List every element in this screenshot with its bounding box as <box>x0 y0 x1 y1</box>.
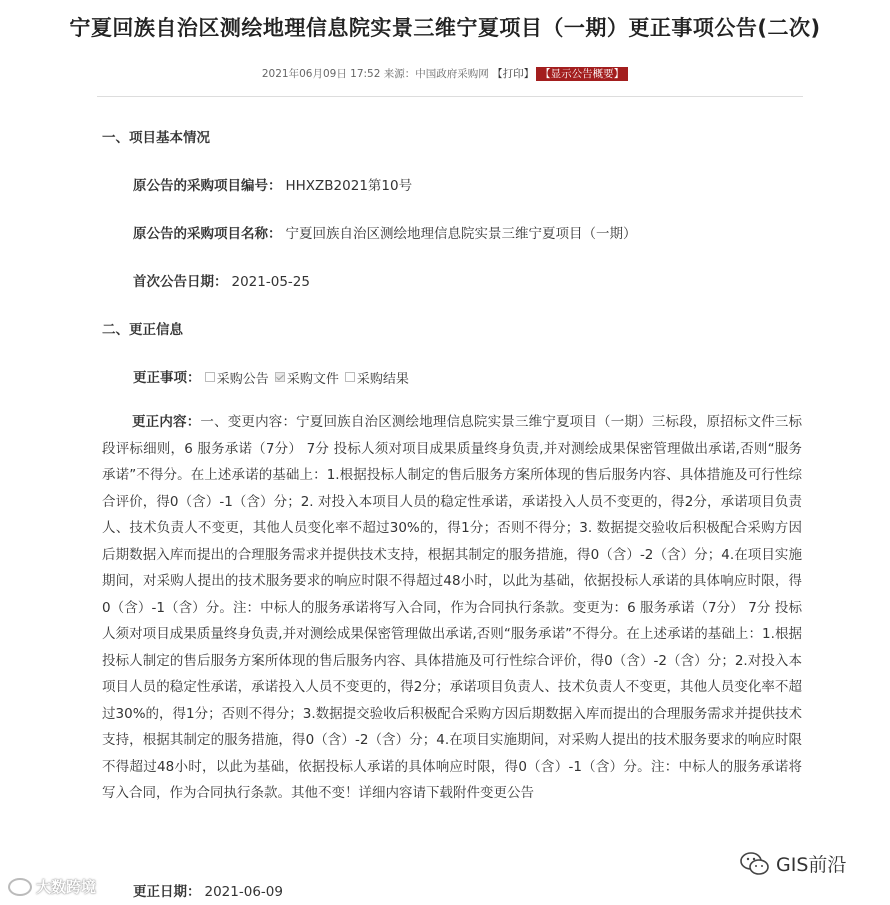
watermark-logo-icon <box>8 878 32 896</box>
section-heading-correction-info: 二、更正信息 <box>102 322 183 338</box>
wechat-icon <box>740 851 770 877</box>
first-date-value: 2021-05-25 <box>231 274 310 290</box>
project-name-field <box>133 222 637 242</box>
checkbox-icon <box>345 372 355 382</box>
source-name: 中国政府采购网 <box>415 68 489 80</box>
correction-content-label: 更正内容： <box>132 414 201 430</box>
correction-date-field <box>133 880 283 900</box>
watermark-right: GIS前沿 <box>740 850 846 877</box>
section-heading-basic-info: 一、项目基本情况 <box>102 130 210 146</box>
source-label: 来源： <box>383 68 416 80</box>
publish-datetime: 2021年06月09日 17:52 <box>261 68 381 80</box>
option-procurement-result: 采购结果 <box>345 368 409 387</box>
print-link[interactable]: 【打印】 <box>492 68 535 80</box>
show-summary-button[interactable]: 【显示公告概要】 <box>536 67 628 81</box>
correction-content <box>102 409 802 807</box>
correction-items-field <box>133 366 415 387</box>
article-meta <box>0 66 890 81</box>
first-date-field <box>133 270 310 290</box>
project-number-field <box>133 174 412 194</box>
project-number-value: HHXZB2021第10号 <box>285 178 413 194</box>
correction-date-value: 2021-06-09 <box>204 884 283 900</box>
header-divider <box>97 96 803 97</box>
project-number-label: 原公告的采购项目编号： <box>133 178 282 194</box>
project-name-label: 原公告的采购项目名称： <box>133 226 282 242</box>
correction-content-text: 一、变更内容：宁夏回族自治区测绘地理信息院实景三维宁夏项目（一期）三标段，原招标文件三标段评标细则，6 服务承诺（7分） 7分 投标人须对项目成果质量终身负责,并对测绘成果保密管理做出承诺,否则“服务承诺”不得分。在上述承诺的基础上：1.根据投标人制定的售后服务方案所体现的售后服务内容、具体措施及可行性综合评价，得0（含）-1（含）分；2. 对投入本项目人员的稳定性承诺，承诺投入人员不变更的，得2分，承诺项目负责人、技术负责人不变更，其他人员变化率不超过30%的，得1分；否则不得分；3. 数据提交验收后积极配合采购方因后期数据入库而提出的合理服务需求并提供技术支持，根据其制定的服务措施，得0（含）-2（含）分；4.在项目实施期间，对采购人提出的技术服务要求的响应时限不得超过48小时，以此为基础，依据投标人承诺的具体响应时限，得0（含）-1（含）分。注：中标人的服务承诺将写入合同，作为合同执行条款。变更为：6 服务承诺（7分） 7分 投标人须对项目成果质量终身负责,并对测绘成果保密管理做出承诺,否则“服务承诺”不得分。在上述承诺的基础上：1.根据投标人制定的售后服务方案所体现的售后服务内容、具体措施及可行性综合评价，得0（含）-2（含）分；2.对投入本项目人员的稳定性承诺，承诺投入人员不变更的，得2分；承诺项目负责人、技术负责人不变更，其他人员变化率不超过30%的，得1分；否则不得分；3.数据提交验收后积极配合采购方因后期数据入库而提出的合理服务需求并提供技术支持，根据其制定的服务措施，得0（含）-2（含）分；4.在项目实施期间，对采购人提出的技术服务要求的响应时限不得超过48小时，以此为基础，依据投标人承诺的具体响应时限，得0（含）-1（含）分。注：中标人的服务承诺将写入合同，作为合同执行条款。其他不变！详细内容请下载附件变更公告 <box>102 414 803 801</box>
checkbox-icon <box>205 372 215 382</box>
option-procurement-docs: 采购文件 <box>275 368 339 387</box>
first-date-label: 首次公告日期： <box>133 274 228 290</box>
page-title: 宁夏回族自治区测绘地理信息院实景三维宁夏项目（一期）更正事项公告(二次) <box>69 16 821 40</box>
correction-date-label: 更正日期： <box>133 884 201 900</box>
project-name-value: 宁夏回族自治区测绘地理信息院实景三维宁夏项目（一期） <box>285 226 637 242</box>
checkbox-checked-icon <box>275 372 285 382</box>
watermark-left: 大数跨境 <box>8 876 96 897</box>
option-procurement-notice: 采购公告 <box>205 368 269 387</box>
correction-items-label: 更正事项： <box>133 370 201 386</box>
